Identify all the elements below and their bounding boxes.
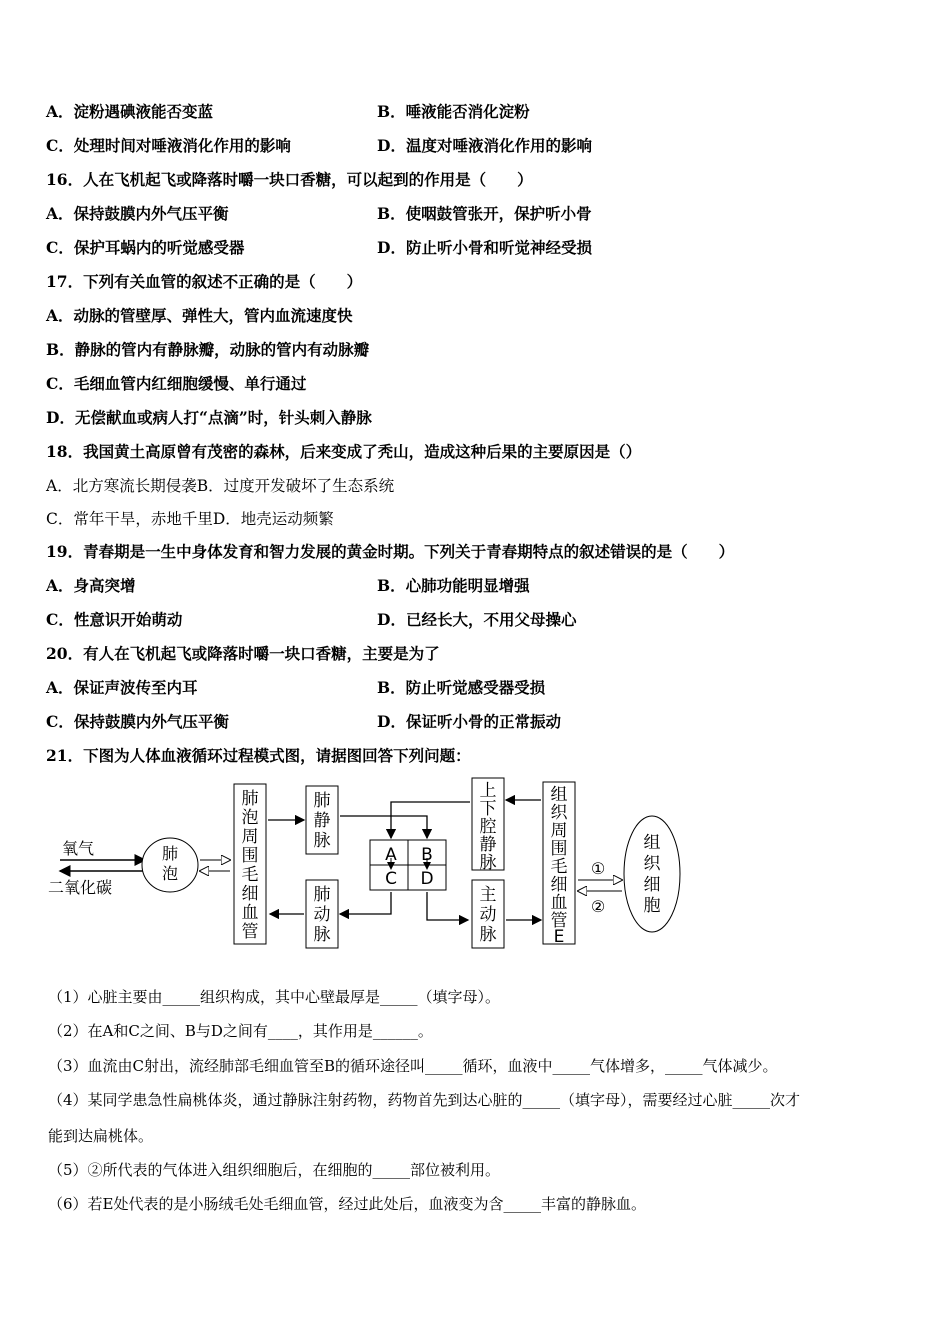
tissue-capillary-char: 组: [550, 785, 568, 805]
heart-chamber-d: D: [420, 869, 434, 889]
tissue-capillary-char: E: [553, 927, 565, 947]
arrow-pulmonary-vein-to-b: [340, 816, 427, 838]
vena-cava-char: 腔: [479, 817, 497, 837]
q18-options-cd: C．常年干旱，赤地千里D．地壳运动频繁: [46, 510, 334, 528]
tissue-capillary-char: 管: [550, 911, 568, 931]
q18-stem: 18．我国黄土高原曾有茂密的森林，后来变成了秃山，造成这种后果的主要原因是（）: [46, 442, 642, 461]
tissue-capillary-char: 血: [550, 893, 568, 913]
arrow-2-label: ②: [590, 897, 606, 916]
q20-option-a: A．保证声波传至内耳: [46, 678, 198, 697]
q19-option-b: B．心肺功能明显增强: [377, 576, 530, 595]
q19-option-c: C．性意识开始萌动: [46, 610, 183, 629]
aorta-char: 主: [479, 885, 497, 905]
arrow-vena-cava-to-a: [391, 802, 470, 838]
aorta-char: 动: [479, 905, 497, 925]
tissue-capillary-char: 织: [550, 803, 568, 823]
q16-option-a: A．保持鼓膜内外气压平衡: [46, 204, 229, 223]
q19-option-a: A．身高突增: [46, 576, 136, 595]
oxygen-label: 氧气: [62, 839, 95, 858]
alveolar-capillary-char: 毛: [241, 865, 259, 885]
heart-chamber-b: B: [421, 845, 433, 865]
vena-cava-char: 静: [479, 835, 497, 855]
alveolar-capillary-char: 管: [241, 922, 259, 942]
tissue-capillary-char: 细: [550, 875, 568, 895]
co2-label: 二氧化碳: [48, 878, 113, 897]
q15-option-b: B．唾液能否消化淀粉: [377, 102, 530, 121]
q20-option-b: B．防止听觉感受器受损: [377, 678, 546, 697]
q19-option-d: D．已经长大，不用父母操心: [377, 610, 577, 629]
alveolar-capillary-char: 细: [241, 884, 259, 904]
arrow-c-to-pulmonary-artery: [340, 892, 391, 914]
q18-options-ab: A．北方寒流长期侵袭B．过度开发破坏了生态系统: [46, 477, 395, 495]
tissue-capillary-char: 周: [550, 821, 568, 841]
vena-cava-char: 上: [479, 781, 497, 801]
tissue-cell-char: 细: [643, 875, 661, 895]
blood-circulation-diagram: [40, 772, 700, 967]
tissue-cell-char: 组: [643, 833, 661, 853]
q20-option-d: D．保证听小骨的正常振动: [377, 712, 561, 731]
q17-option-c: C．毛细血管内红细胞缓慢、单行通过: [46, 374, 307, 393]
vena-cava-char: 下: [479, 799, 497, 819]
q16-option-b: B．使咽鼓管张开，保护听小骨: [377, 204, 592, 223]
alveolar-capillary-label: [242, 789, 259, 942]
q21-part-3: （3）血流由C射出，流经肺部毛细血管至B的循环途径叫_____循环，血液中_____气体增多，_____气体减少。: [48, 1057, 778, 1075]
q21-part-1: （1）心脏主要由_____组织构成，其中心壁最厚是_____（填字母）。: [48, 988, 501, 1006]
tissue-capillary-char: 毛: [550, 857, 568, 877]
tissue-capillary-char: 围: [550, 839, 568, 859]
q21-part-6: （6）若E处代表的是小肠绒毛处毛细血管，经过此处后，血液变为含_____丰富的静脉血。: [48, 1195, 646, 1213]
arrow-1-label: ①: [590, 859, 606, 878]
q21-part-4-line-2: 能到达扁桃体。: [48, 1127, 154, 1145]
heart-chamber-c: C: [385, 869, 397, 889]
q15-option-c: C．处理时间对唾液消化作用的影响: [46, 136, 291, 155]
pulmonary-vein-char: 静: [313, 811, 331, 831]
q19-stem: 19．青春期是一生中身体发育和智力发展的黄金时期。下列关于青春期特点的叙述错误的是（ ）: [46, 542, 735, 561]
arrow-d-to-aorta: [427, 892, 468, 920]
aorta-char: 脉: [479, 925, 497, 945]
tissue-cell-char: 织: [643, 854, 661, 874]
tissue-cell-char: 胞: [643, 896, 661, 916]
q15-option-d: D．温度对唾液消化作用的影响: [377, 136, 592, 155]
heart-chamber-a: A: [385, 845, 397, 865]
pulmonary-vein-char: 脉: [313, 831, 331, 851]
q21-part-2: （2）在A和C之间、B与D之间有____，其作用是______。: [48, 1022, 433, 1040]
pulmonary-artery-char: 脉: [313, 925, 331, 945]
q17-option-d: D．无偿献血或病人打“点滴”时，针头刺入静脉: [46, 408, 372, 427]
q17-stem: 17．下列有关血管的叙述不正确的是（ ）: [46, 272, 363, 291]
alveolar-capillary-char: 血: [241, 903, 259, 923]
alveolar-capillary-char: 围: [241, 846, 259, 866]
alveolar-capillary-char: 肺: [241, 789, 259, 809]
pulmonary-artery-char: 肺: [313, 885, 331, 905]
q17-option-b: B．静脉的管内有静脉瓣，动脉的管内有动脉瓣: [46, 340, 370, 359]
q21-part-4-line-1: （4）某同学患急性扁桃体炎，通过静脉注射药物，药物首先到达心脏的_____（填字母），需要经过心脏_____次才: [48, 1091, 801, 1109]
alveolus-label-2: 泡: [161, 864, 179, 883]
q15-option-a: A．淀粉遇碘液能否变蓝: [46, 102, 214, 121]
q17-option-a: A．动脉的管壁厚、弹性大，管内血流速度快: [46, 306, 353, 325]
q20-stem: 20．有人在飞机起飞或降落时嚼一块口香糖，主要是为了: [46, 644, 440, 663]
q21-stem: 21．下图为人体血液循环过程模式图，请据图回答下列问题：: [46, 746, 471, 765]
pulmonary-vein-char: 肺: [313, 791, 331, 811]
pulmonary-artery-char: 动: [313, 905, 331, 925]
alveolus-label-1: 肺: [161, 844, 179, 863]
q16-option-c: C．保护耳蜗内的听觉感受器: [46, 238, 245, 257]
q21-part-5: （5）②所代表的气体进入组织细胞后，在细胞的_____部位被利用。: [48, 1161, 501, 1179]
alveolar-capillary-char: 泡: [241, 808, 259, 828]
q16-stem: 16．人在飞机起飞或降落时嚼一块口香糖，可以起到的作用是（ ）: [46, 170, 533, 189]
q20-option-c: C．保持鼓膜内外气压平衡: [46, 712, 229, 731]
vena-cava-char: 脉: [479, 853, 497, 873]
alveolar-capillary-char: 周: [241, 827, 259, 847]
q16-option-d: D．防止听小骨和听觉神经受损: [377, 238, 592, 257]
